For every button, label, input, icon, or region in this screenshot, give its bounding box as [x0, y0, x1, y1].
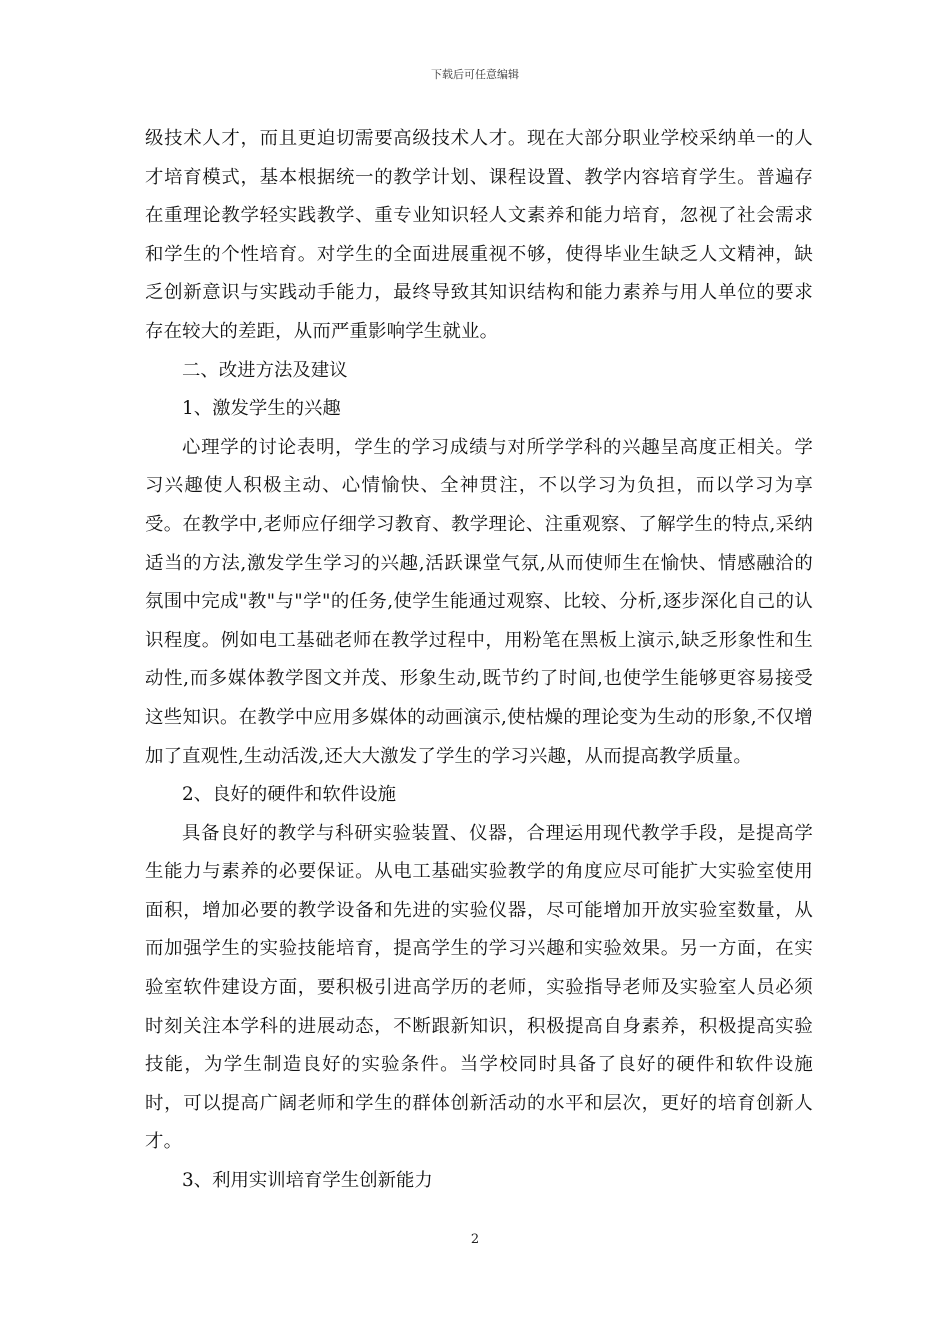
subsection-heading: 3、利用实训培育学生创新能力: [182, 1170, 433, 1192]
subsection-heading: 1、激发学生的兴趣: [182, 398, 341, 420]
subsection-heading: 2、良好的硬件和软件设施: [182, 784, 396, 806]
page-header: 下载后可任意编辑: [431, 68, 519, 81]
body-paragraph: 具备良好的教学与科研实验装置、仪器，合理运用现代教学手段，是提高学生能力与素养的必要保证。从电工基础实验教学的角度应尽可能扩大实验室使用面积，增加必要的教学设备和先进的实验仪器，尽可能增加开放实验室数量，从而加强学生的实验技能培育，提高学生的学习兴趣和实验效果。另一方面，在实验室软件建设方面，要积极引进高学历的老师，实验指导老师及实验室人员必须时刻关注本学科的进展动态，不断跟新知识，积极提高自身素养，积极提高实验技能，为学生制造良好的实验条件。当学校同时具备了良好的硬件和软件设施时，可以提高广阔老师和学生的群体创新活动的水平和层次，更好的培育创新人才。: [145, 822, 813, 1153]
body-paragraph: 级技术人才，而且更迫切需要高级技术人才。现在大部分职业学校采纳单一的人才培育模式，基本根据统一的教学计划、课程设置、教学内容培育学生。普遍存在重理论教学轻实践教学、重专业知识轻人文素养和能力培育，忽视了社会需求和学生的个性培育。对学生的全面进展重视不够，使得毕业生缺乏人文精神，缺乏创新意识与实践动手能力，最终导致其知识结构和能力素养与用人单位的要求存在较大的差距，从而严重影响学生就业。: [145, 128, 813, 342]
body-paragraph: 心理学的讨论表明，学生的学习成绩与对所学学科的兴趣呈高度正相关。学习兴趣使人积极主动、心情愉快、全神贯注，不以学习为负担，而以学习为享受。在教学中,老师应仔细学习教育、教学理论、注重观察、了解学生的特点,采纳适当的方法,激发学生学习的兴趣,活跃课堂气氛,从而使师生在愉快、情感融洽的氛围中完成"教"与"学"的任务,使学生能通过观察、比较、分析,逐步深化自己的认识程度。例如电工基础老师在教学过程中，用粉笔在黑板上演示,缺乏形象性和生动性,而多媒体教学图文并茂、形象生动,既节约了时间,也使学生能够更容易接受这些知识。在教学中应用多媒体的动画演示,使枯燥的理论变为生动的形象,不仅增加了直观性,生动活泼,还大大激发了学生的学习兴趣，从而提高教学质量。: [145, 436, 813, 767]
page-number: 2: [470, 1232, 480, 1247]
section-heading: 二、改进方法及建议: [182, 359, 348, 381]
document-body: [145, 120, 813, 1201]
